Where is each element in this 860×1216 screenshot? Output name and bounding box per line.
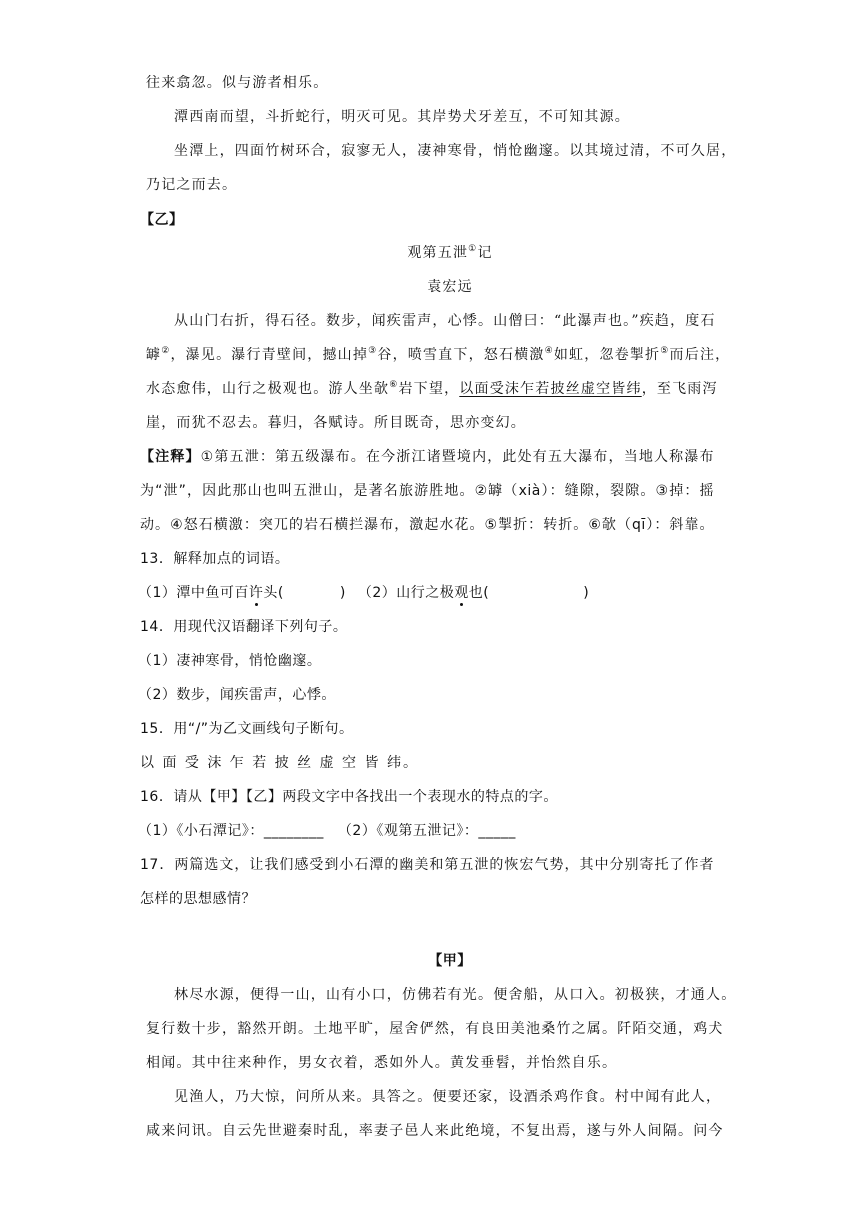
jia-paragraph-line: 乃记之而去。 [146,177,238,193]
question-17-line: 怎样的思想感情？ [140,891,256,907]
yi-line: 水态愈伟，山行之极观也。游人坐欹⑥岩下望，以面受沫乍若披丝虚空皆纬，至飞雨泻 [146,380,718,397]
jia-line: 复行数十步，豁然开朗。土地平旷，屋舍俨然，有良田美池桑竹之属。阡陌交通，鸡犬 [146,1021,724,1037]
jia-paragraph: 潭西南而望，斗折蛇行，明灭可见。其岸势犬牙差互，不可知其源。 [174,109,630,125]
jia-line: 相闻。其中往来种作，男女衣着，悉如外人。黄发垂髫，并怡然自乐。 [146,1055,618,1071]
yi-line: 罅②，瀑见。瀑行青壁间，撼山掉③谷，喷雪直下，怒石横激④如虹，忽卷掣折⑤而后注， [146,346,731,363]
question-15-text: 以 面 受 沫 乍 若 披 丝 虚 空 皆 纬。 [140,755,419,771]
question-16-items: （1）《小石潭记》：________ （2）《观第五泄记》：_____ [138,823,516,839]
notes-line: 动。④怒石横激：突兀的岩石横拦瀑布，激起水花。⑤掣折：转折。⑥欹（qī）：斜靠。 [140,517,714,533]
dotted-char: 观 [454,585,469,601]
notes-line: 为“泄”，因此那山也叫五泄山，是著名旅游胜地。②罅（xià）：缝隙，裂隙。③掉：摇 [140,483,714,499]
section-label-jia: 【甲】 [428,953,472,969]
yi-author: 袁宏远 [427,279,473,295]
question-14: 14．用现代汉语翻译下列句子。 [140,619,348,635]
question-16: 16．请从【甲】【乙】两段文字中各找出一个表现水的特点的字。 [140,789,558,805]
section-label-yi: 【乙】 [140,212,184,228]
question-14-item: （1）凄神寒骨，悄怆幽邃。 [138,653,322,669]
dotted-char: 许 [248,585,264,601]
jia-line: 见渔人，乃大惊，问所从来。具答之。便要还家，设酒杀鸡作食。村中闻有此人， [174,1089,722,1105]
notes-label: 【注释】 [140,449,201,465]
yi-title: 观第五泄①记 [407,244,493,261]
question-13: 13．解释加点的词语。 [140,551,290,567]
jia-line: 林尽水源，便得一山，山有小口，仿佛若有光。便舍船，从口入。初极狭，才通人。 [174,987,737,1003]
jia-line: 咸来问讯。自云先世避秦时乱，率妻子邑人来此绝境，不复出焉，遂与外人间隔。问今 [146,1123,724,1139]
notes-line: 【注释】①第五泄：第五级瀑布。在今浙江诸暨境内，此处有五大瀑布，当地人称瀑布 [140,449,715,465]
jia-paragraph-line: 坐潭上，四面竹树环合，寂寥无人，凄神寒骨，悄怆幽邃。以其境过清，不可久居， [174,143,737,159]
question-17: 17．两篇选文，让我们感受到小石潭的幽美和第五泄的恢宏气势，其中分别寄托了作者 [140,857,714,873]
yi-underlined-sentence: 以面受沫乍若披丝虚空皆纬 [459,381,642,397]
question-14-item: （2）数步，闻疾雷声，心悸。 [138,687,336,703]
yi-line: 从山门右折，得石径。数步，闻疾雷声，心悸。山僧曰：“此瀑声也。”疾趋，度石 [174,313,716,329]
jia-paragraph-end: 往来翕忽。似与游者相乐。 [146,75,329,91]
question-13-items: （1）潭中鱼可百许头( ) （2）山行之极观也( ) [138,585,590,601]
question-15: 15．用“/”为乙文画线句子断句。 [140,721,354,737]
yi-line: 崖，而犹不忍去。暮归，各赋诗。所目既奇，思亦变幻。 [146,415,526,431]
